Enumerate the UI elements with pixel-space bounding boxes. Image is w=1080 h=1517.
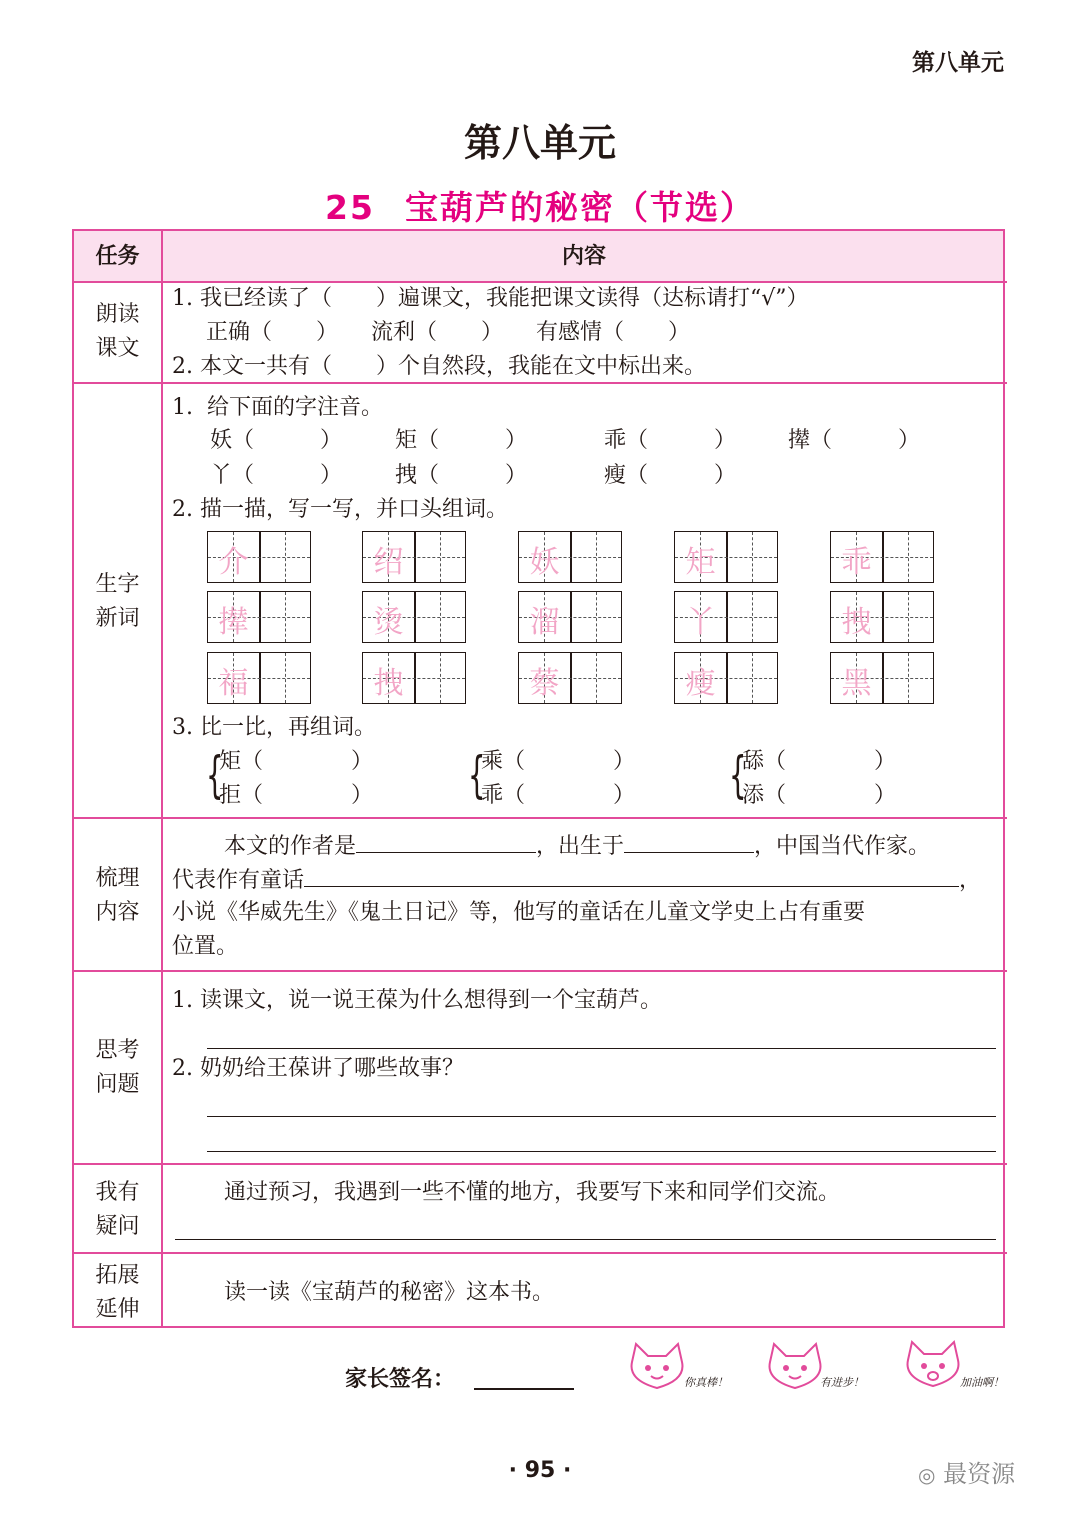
task-doubt [74,1176,161,1244]
reading-line-3: 2. 本文一共有（ ）个自然段，我能在文中标出来。 [172,354,706,379]
think-q2: 2. 奶奶给王葆讲了哪些故事？ [172,1056,464,1081]
tian-grid-cell[interactable] [518,531,622,583]
trace-char: 拽 [841,605,872,640]
compare-item: 乘（ ） [481,749,636,774]
divider [72,1252,1007,1254]
brace: { [729,746,747,804]
works-blank[interactable] [304,864,959,887]
compare-item: 添（ ） [742,783,897,808]
trace-char: 介 [218,545,249,580]
tian-grid-cell[interactable] [674,591,778,643]
tian-grid-cell[interactable] [362,591,466,643]
task-label: 思考 [95,1038,140,1063]
task-label: 问题 [95,1072,140,1097]
sticker-progress [760,1340,870,1395]
author-blank[interactable] [356,830,536,853]
pinyin-item: 丫（ ） [210,463,343,488]
task-summary [74,862,161,930]
divider [72,1163,1007,1165]
pinyin-item: 乖（ ） [604,428,737,453]
trace-char: 丫 [685,605,716,640]
compare-item: 乖（ ） [481,783,636,808]
answer-line[interactable] [207,1151,996,1152]
trace-char: 福 [218,666,249,701]
unit-title: 第八单元 [463,121,616,165]
tian-grid-cell[interactable] [207,652,311,704]
think-q1: 1. 读课文，说一说王葆为什么想得到一个宝葫芦。 [172,988,662,1013]
task-label: 延伸 [95,1297,140,1322]
tian-grid-cell[interactable] [674,531,778,583]
tian-grid-cell[interactable] [830,531,934,583]
divider [72,970,1007,972]
parent-sign-label: 家长签名： [345,1367,456,1392]
summary-line-3: 小说《华威先生》《鬼土日记》等，他写的童话在儿童文学史上占有重要 [172,900,866,925]
answer-line[interactable] [207,1116,996,1117]
trace-char: 矩 [685,545,716,580]
extend-text: 读一读《宝葫芦的秘密》这本书。 [224,1280,555,1305]
cat-icon [622,1340,692,1395]
trace-char: 瘦 [685,666,716,701]
pinyin-item: 撵（ ） [788,428,921,453]
doubt-text: 通过预习，我遇到一些不懂的地方，我要写下来和同学们交流。 [224,1180,841,1205]
sticker-text: 有进步！ [820,1376,864,1389]
summary-text: 本文的作者是 [224,834,357,859]
brace: { [206,746,224,804]
tian-grid-cell[interactable] [207,531,311,583]
compare-item: 矩（ ） [219,749,374,774]
summary-text: ， [959,868,982,893]
tian-grid-cell[interactable] [518,591,622,643]
brace: { [468,746,486,804]
tian-grid-cell[interactable] [518,652,622,704]
trace-char: 黑 [841,666,872,701]
column-divider [161,229,163,1328]
pinyin-item: 妖（ ） [210,428,343,453]
words-q2: 2. 描一描，写一写，并口头组词。 [172,497,508,522]
tian-grid-cell[interactable] [830,591,934,643]
summary-text: ，出生于 [536,834,625,859]
trace-char: 撵 [218,605,249,640]
pinyin-item: 拽（ ） [395,463,528,488]
task-extend [74,1259,161,1327]
summary-line-4: 位置。 [172,934,239,959]
task-label: 疑问 [95,1214,140,1239]
tian-grid-cell[interactable] [362,652,466,704]
sticker-text: 加油啊！ [960,1376,1004,1389]
divider [72,382,1007,384]
trace-char: 溜 [529,605,560,640]
task-think [74,1034,161,1102]
task-label: 朗读 [95,302,140,327]
pinyin-item: 瘦（ ） [604,463,737,488]
pinyin-item: 矩（ ） [395,428,528,453]
trace-char: 妖 [529,545,560,580]
reading-line-1: 1. 我已经读了（ ）遍课文，我能把课文读得（达标请打“√”） [172,286,809,311]
header-content: 内容 [561,244,606,269]
task-label: 新词 [95,606,140,631]
answer-line[interactable] [175,1239,996,1240]
tian-grid-cell[interactable] [830,652,934,704]
task-label: 梳理 [95,866,140,891]
sticker-cheer [898,1336,1010,1394]
reading-line-2: 正确（ ） 流利（ ） 有感情（ ） [206,320,691,345]
unit-header: 第八单元 [912,50,1004,76]
trace-char: 蔡 [529,666,560,701]
header-task: 任务 [95,244,140,269]
task-label: 生字 [95,572,140,597]
birth-blank[interactable] [624,830,754,853]
summary-text: 代表作有童话 [172,868,305,893]
trace-char: 乖 [841,545,872,580]
tian-grid-cell[interactable] [207,591,311,643]
task-label: 内容 [95,900,140,925]
tian-grid-cell[interactable] [674,652,778,704]
summary-text: ，中国当代作家。 [754,834,931,859]
summary-line-2 [172,864,981,896]
watermark-text: 最资源 [943,1460,1016,1488]
cat-icon [898,1336,968,1394]
page-number: · 95 · [508,1458,572,1483]
task-label: 课文 [95,336,140,361]
task-label: 我有 [95,1180,140,1205]
divider [72,817,1007,819]
tian-grid-cell[interactable] [362,531,466,583]
compare-item: 舔（ ） [742,749,897,774]
sticker-great [622,1340,732,1395]
watermark [918,1454,1015,1489]
words-q1: 1. 给下面的字注音。 [172,395,383,420]
summary-line-1 [224,830,930,862]
trace-char: 烫 [373,605,404,640]
lesson-title [0,182,1080,229]
trace-char: 绍 [373,545,404,580]
words-q3: 3. 比一比，再组词。 [172,715,376,740]
compare-item: 拒（ ） [219,783,374,808]
sticker-text: 你真棒！ [684,1376,728,1389]
task-reading [74,298,161,366]
task-label: 拓展 [95,1263,140,1288]
task-words [74,568,161,636]
answer-line[interactable] [207,1048,996,1049]
lesson-name: 宝葫芦的秘密（节选） [404,188,755,227]
trace-char: 拽 [373,666,404,701]
wechat-icon: ◎ [918,1463,936,1487]
lesson-number: 25 [325,188,375,227]
divider [72,281,1007,283]
parent-sign-line[interactable] [474,1388,574,1390]
